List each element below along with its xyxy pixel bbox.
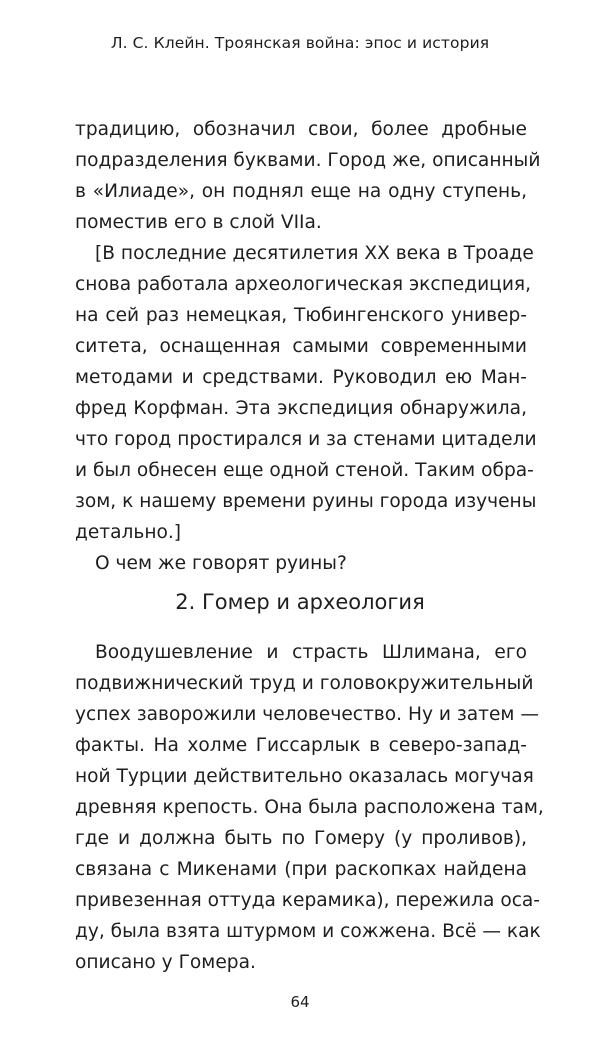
text-line: поместив его в слой VIIa. <box>75 212 322 233</box>
text-line: методами и средствами. Руководил ею Ман- <box>75 367 527 388</box>
body-text-section-2 <box>75 637 544 978</box>
text-line: подразделения буквами. Город же, описанный <box>75 150 541 171</box>
section-heading: 2. Гомер и археология <box>175 590 425 614</box>
text-line: фред Корфман. Эта экспедиция обнаружила, <box>75 398 527 419</box>
text-line: описано у Гомера. <box>75 952 256 973</box>
text-line: в «Илиаде», он поднял еще на одну ступень, <box>75 181 527 202</box>
text-line: О чем же говорят руины? <box>95 553 347 574</box>
text-line: ду, была взята штурмом и сожжена. Всё — как <box>75 921 541 942</box>
text-line: традицию, обозначил свои, более дробные <box>75 119 527 140</box>
text-line: факты. На холме Гиссарлык в северо-запад- <box>75 735 527 756</box>
text-line: ситета, оснащенная самыми современными <box>75 336 527 357</box>
text-line: подвижнический труд и головокружительный <box>75 673 534 694</box>
text-line: Воодушевление и страсть Шлимана, его <box>95 642 527 663</box>
text-line: древняя крепость. Она была расположена там, <box>75 797 544 818</box>
text-line: детально.] <box>75 522 182 543</box>
text-line: ной Турции действительно оказалась могучая <box>75 766 534 787</box>
text-line: успех заворожили человечество. Ну и затем — <box>75 704 539 725</box>
body-text-section-1 <box>75 114 541 579</box>
text-line: на сей раз немецкая, Тюбингенского универ- <box>75 305 527 326</box>
running-header: Л. С. Клейн. Троянская война: эпос и история <box>110 34 490 52</box>
text-line: зом, к нашему времени руины города изучены <box>75 491 537 512</box>
text-line: [В последние десятилетия XX века в Троаде <box>95 243 534 264</box>
text-line: связана с Микенами (при раскопках найдена <box>75 859 527 880</box>
text-line: что город простирался и за стенами цитадели <box>75 429 537 450</box>
text-line: где и должна быть по Гомеру (у проливов), <box>75 828 527 849</box>
text-line: снова работала археологическая экспедиция, <box>75 274 532 295</box>
text-line: и был обнесен еще одной стеной. Таким обра- <box>75 460 534 481</box>
page-number: 64 <box>290 993 310 1011</box>
text-line: привезенная оттуда керамика), пережила оса- <box>75 890 541 911</box>
